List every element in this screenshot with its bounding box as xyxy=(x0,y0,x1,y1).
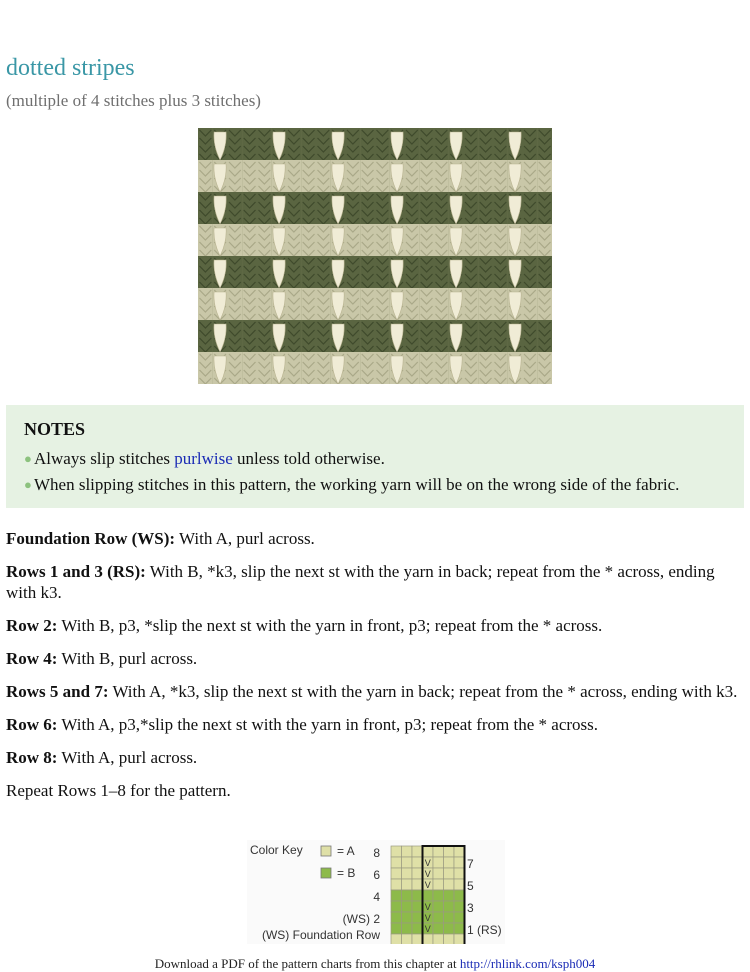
chart-cell xyxy=(454,879,465,890)
row-label: Row 6: xyxy=(6,715,58,734)
chart-cell xyxy=(402,912,413,923)
slip-symbol: V xyxy=(424,924,431,934)
chart-cell xyxy=(444,857,455,868)
download-text: Download a PDF of the pattern charts from this chapter at xyxy=(154,956,460,971)
chart-grid xyxy=(391,846,465,944)
chart-cell xyxy=(433,890,444,901)
chart-cell xyxy=(402,934,413,944)
chart-cell xyxy=(433,923,444,934)
row-label: Rows 5 and 7: xyxy=(6,682,109,701)
row-text: Repeat Rows 1–8 for the pattern. xyxy=(6,781,231,800)
instruction-row xyxy=(6,561,744,603)
chart-cell xyxy=(402,857,413,868)
chart-cell xyxy=(423,846,434,857)
color-a-label: = A xyxy=(337,844,355,858)
row-number-label: 5 xyxy=(467,879,474,893)
page-title: dotted stripes xyxy=(6,55,135,81)
chart-cell xyxy=(454,901,465,912)
chart-cell xyxy=(433,868,444,879)
chart-cell xyxy=(454,890,465,901)
chart-cell xyxy=(454,923,465,934)
row-text: With A, *k3, slip the next st with the yarn in back; repeat from the * across, ending with k3. xyxy=(108,682,738,701)
chart-cell xyxy=(412,890,423,901)
chart-cell xyxy=(444,901,455,912)
chart-cell xyxy=(391,923,402,934)
row-text: With A, purl across. xyxy=(175,529,315,548)
pattern-instructions xyxy=(6,528,744,813)
chart-cell xyxy=(391,868,402,879)
row-text: With B, *k3, slip the next st with the yarn in back; repeat from the * across, ending with k3. xyxy=(6,562,715,602)
bullet-icon: ● xyxy=(24,451,32,466)
row-text: With A, purl across. xyxy=(57,748,198,767)
chart-cell xyxy=(402,868,413,879)
row-number-label: 1 (RS) xyxy=(467,923,502,937)
chart-cell xyxy=(412,879,423,890)
chart-cell xyxy=(391,912,402,923)
row-number-label: 3 xyxy=(467,901,474,915)
row-number-label: 7 xyxy=(467,857,474,871)
note-text: unless told otherwise. xyxy=(232,449,385,468)
chart-cell xyxy=(402,890,413,901)
slip-symbol: V xyxy=(424,913,431,923)
chart-cell xyxy=(412,846,423,857)
chart-cell xyxy=(433,879,444,890)
chart-cell xyxy=(391,901,402,912)
chart-cell xyxy=(444,934,455,944)
chart-cell xyxy=(444,868,455,879)
chart-cell xyxy=(402,879,413,890)
chart-cell xyxy=(412,934,423,944)
row-label: Row 4: xyxy=(6,649,58,668)
chart-cell xyxy=(454,868,465,879)
notes-list xyxy=(24,446,726,498)
row-label: Foundation Row (WS): xyxy=(6,529,176,548)
chart-cell xyxy=(402,846,413,857)
chart-cell xyxy=(402,901,413,912)
purlwise-link[interactable]: purlwise xyxy=(174,449,233,468)
chart-cell xyxy=(412,868,423,879)
chart-cell xyxy=(423,934,434,944)
instruction-row xyxy=(6,747,744,768)
instruction-row xyxy=(6,648,744,669)
chart-cell xyxy=(391,934,402,944)
chart-cell xyxy=(412,901,423,912)
chart-cell xyxy=(433,846,444,857)
instruction-row xyxy=(6,681,744,702)
chart-cell xyxy=(412,912,423,923)
chart-cell xyxy=(444,912,455,923)
notes-heading: NOTES xyxy=(24,419,86,439)
color-a-swatch xyxy=(321,846,331,856)
chart-cell xyxy=(433,857,444,868)
chart-cell xyxy=(454,934,465,944)
instruction-row xyxy=(6,528,744,549)
slip-symbol: V xyxy=(424,858,431,868)
chart-cell xyxy=(444,846,455,857)
row-label: Row 8: xyxy=(6,748,58,767)
chart-cell xyxy=(423,890,434,901)
stitch-multiple-subtitle: (multiple of 4 stitches plus 3 stitches) xyxy=(6,91,261,110)
chart-cell xyxy=(402,923,413,934)
chart-cell xyxy=(412,923,423,934)
chart-cell xyxy=(454,846,465,857)
knitted-swatch-image xyxy=(198,128,552,384)
row-text: With A, p3,*slip the next st with the yarn in front, p3; repeat from the * across. xyxy=(57,715,599,734)
row-text: With B, purl across. xyxy=(57,649,198,668)
instruction-row xyxy=(6,780,744,801)
chart-cell xyxy=(454,857,465,868)
chart-cell xyxy=(391,890,402,901)
row-number-label: 6 xyxy=(373,868,380,882)
bullet-icon: ● xyxy=(24,477,32,492)
row-number-label: 4 xyxy=(373,890,380,904)
chart-cell xyxy=(391,879,402,890)
row-label: Row 2: xyxy=(6,616,58,635)
note-item xyxy=(24,472,726,498)
slip-symbol: V xyxy=(424,880,431,890)
slip-symbol: V xyxy=(424,869,431,879)
note-text: When slipping stitches in this pattern, the working yarn will be on the wrong side of the fabric. xyxy=(34,475,680,494)
stitch-chart xyxy=(247,840,505,944)
color-b-label: = B xyxy=(337,866,356,880)
chart-cell xyxy=(444,879,455,890)
row-number-label: (WS) 2 xyxy=(342,912,380,926)
row-label: Rows 1 and 3 (RS): xyxy=(6,562,146,581)
row-text: With B, p3, *slip the next st with the yarn in front, p3; repeat from the * across. xyxy=(57,616,603,635)
row-number-label: (WS) Foundation Row xyxy=(261,928,380,942)
chart-cell xyxy=(433,912,444,923)
note-text: Always slip stitches xyxy=(34,449,175,468)
note-item xyxy=(24,446,726,472)
chart-cell xyxy=(433,901,444,912)
chart-cell xyxy=(444,923,455,934)
chart-cell xyxy=(391,846,402,857)
row-number-label: 8 xyxy=(373,846,380,860)
slip-symbol: V xyxy=(424,902,431,912)
instruction-row xyxy=(6,615,744,636)
color-b-swatch xyxy=(321,868,331,878)
chart-cell xyxy=(391,857,402,868)
color-key-label: Color Key xyxy=(250,843,303,857)
chart-cell xyxy=(454,912,465,923)
chart-cell xyxy=(444,890,455,901)
instruction-row xyxy=(6,714,744,735)
notes-box xyxy=(6,405,744,508)
download-link[interactable]: http://rhlink.com/ksph004 xyxy=(459,956,596,971)
chart-cell xyxy=(433,934,444,944)
chart-cell xyxy=(412,857,423,868)
